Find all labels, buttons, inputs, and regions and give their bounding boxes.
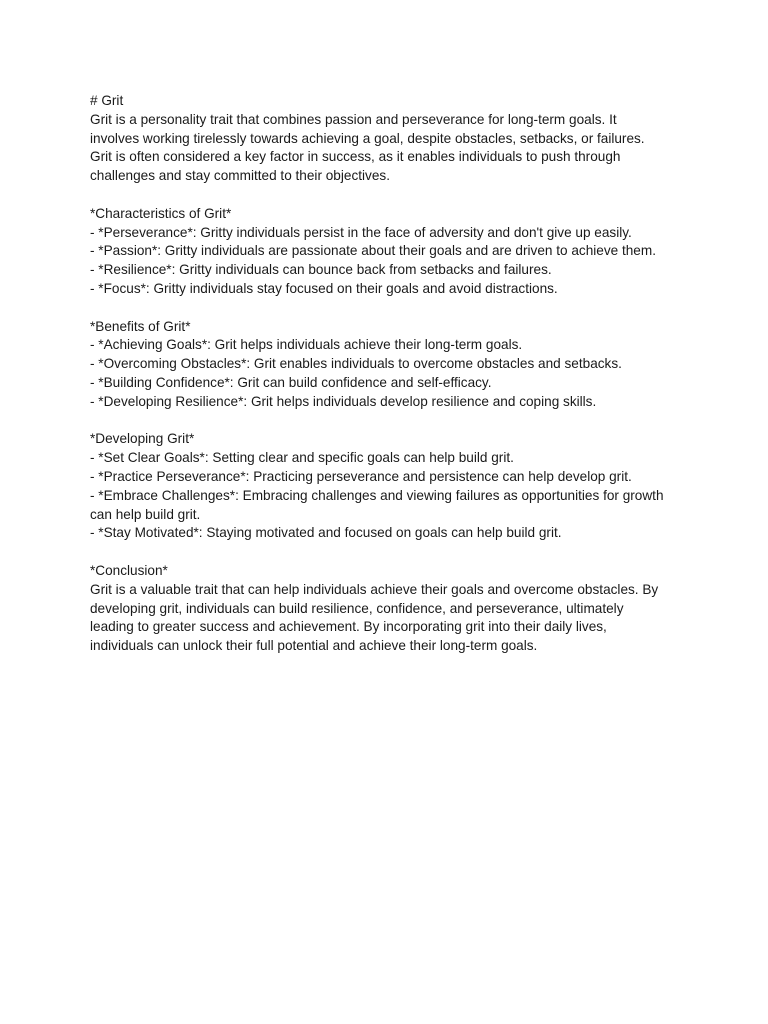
- list-item: - *Perseverance*: Gritty individuals persist in the face of adversity and don't give up easily.: [90, 224, 632, 240]
- list-item: - *Embrace Challenges*: Embracing challenges and viewing failures as opportunities for growth: [90, 487, 664, 503]
- list-item: - *Building Confidence*: Grit can build confidence and self-efficacy.: [90, 374, 492, 390]
- section-title-characteristics: *Characteristics of Grit*: [90, 205, 232, 221]
- document-page: [90, 92, 690, 656]
- spacer: [90, 299, 690, 318]
- intro-paragraph: [90, 111, 690, 186]
- conclusion-line: leading to greater success and achievement. By incorporating grit into their daily lives,: [90, 619, 607, 635]
- list-item: - *Resilience*: Gritty individuals can bounce back from setbacks and failures.: [90, 262, 552, 278]
- list-item: - *Achieving Goals*: Grit helps individuals achieve their long-term goals.: [90, 337, 523, 353]
- list-item: - *Overcoming Obstacles*: Grit enables individuals to overcome obstacles and setbacks.: [90, 356, 622, 372]
- list-item: - *Stay Motivated*: Staying motivated and focused on goals can help build grit.: [90, 525, 562, 541]
- list-item: - *Developing Resilience*: Grit helps individuals develop resilience and coping skills.: [90, 393, 597, 409]
- spacer: [90, 412, 690, 431]
- list-item: - *Focus*: Gritty individuals stay focused on their goals and avoid distractions.: [90, 280, 558, 296]
- document-heading: # Grit: [90, 93, 124, 108]
- list-item-continuation: can help build grit.: [90, 506, 201, 522]
- benefits-section: [90, 318, 690, 412]
- intro-line: challenges and stay committed to their objectives.: [90, 168, 390, 184]
- list-item: - *Practice Perseverance*: Practicing perseverance and persistence can help develop grit.: [90, 468, 632, 484]
- conclusion-section: [90, 562, 690, 656]
- section-title-benefits: *Benefits of Grit*: [90, 318, 191, 334]
- spacer: [90, 186, 690, 205]
- heading-block: [90, 92, 690, 111]
- list-item: - *Passion*: Gritty individuals are passionate about their goals and are driven to achieve them.: [90, 243, 656, 259]
- section-title-conclusion: *Conclusion*: [90, 562, 168, 578]
- intro-line: involves working tirelessly towards achieving a goal, despite obstacles, setbacks, or failures.: [90, 130, 645, 146]
- characteristics-section: [90, 205, 690, 299]
- conclusion-line: individuals can unlock their full potential and achieve their long-term goals.: [90, 638, 538, 654]
- intro-line: Grit is often considered a key factor in success, as it enables individuals to push through: [90, 149, 621, 165]
- section-title-developing: *Developing Grit*: [90, 431, 195, 447]
- spacer: [90, 543, 690, 562]
- conclusion-line: developing grit, individuals can build resilience, confidence, and perseverance, ultimately: [90, 600, 624, 616]
- conclusion-line: Grit is a valuable trait that can help individuals achieve their goals and overcome obstacles. By: [90, 581, 659, 597]
- developing-section: [90, 430, 690, 543]
- list-item: - *Set Clear Goals*: Setting clear and specific goals can help build grit.: [90, 450, 514, 466]
- intro-line: Grit is a personality trait that combines passion and perseverance for long-term goals. It: [90, 111, 617, 127]
